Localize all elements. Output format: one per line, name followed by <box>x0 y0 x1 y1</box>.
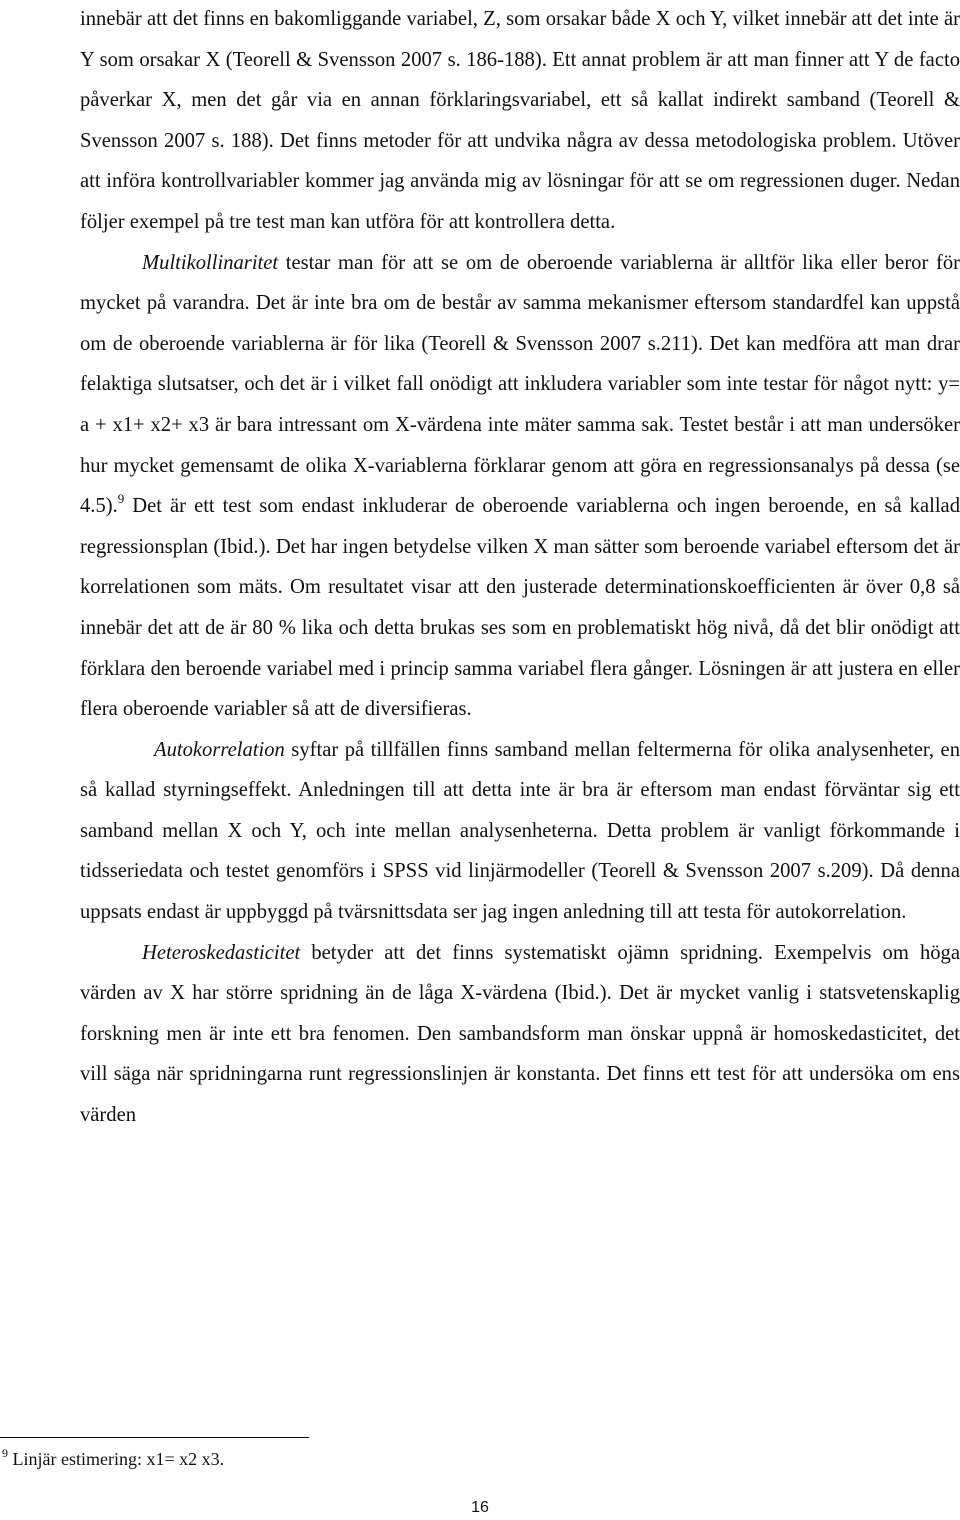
term-multikollinaritet: Multikollinaritet <box>142 251 279 274</box>
footnote-number: 9 <box>2 1446 8 1460</box>
footnote <box>2 1442 224 1476</box>
paragraph-2-text-a: testar man för att se om de oberoende variablerna är alltför lika eller beror för mycket på varandra. Det är inte bra om de består av samma mekanismer eftersom standardfel kan uppstå om de oberoende variablerna är för lika (Teorell & Svensson 2007 s.211). Det kan medföra att man drar felaktiga slutsatser, och det är i vilket fall onödigt att inkludera variabler som inte testar för något nytt: y= a + x1+ x2+ x3 är bara intressant om X-värdena inte mäter samma sak. Testet består i att man undersöker hur mycket gemensamt de olika X-variablerna förklarar genom att göra en regressionsanalys på dessa (se 4.5). <box>80 251 960 518</box>
footnote-divider <box>0 1437 309 1438</box>
paragraph-1 <box>80 0 960 243</box>
body-text <box>80 0 960 1136</box>
term-heteroskedasticitet: Heteroskedasticitet <box>142 941 301 964</box>
paragraph-4-text: betyder att det finns systematiskt ojämn spridning. Exempelvis om höga värden av X har större spridning än de låga X-värdena (Ibid.). Det är mycket vanlig i statsvetenskaplig forskning men är inte ett bra fenomen. Den sambandsform man önskar uppnå är homoskedasticitet, det vill säga när spridningarna runt regressionslinjen är konstanta. Det finns ett test för att undersöka om ens värden <box>80 941 960 1127</box>
paragraph-1-text: innebär att det finns en bakomliggande variabel, Z, som orsakar både X och Y, vilket innebär att det inte är Y som orsakar X (Teorell & Svensson 2007 s. 186-188). Ett annat problem är att man finner att Y de facto påverkar X, men det går via en annan förklaringsvariabel, ett så kallat indirekt samband (Teorell & Svensson 2007 s. 188). Det finns metoder för att undvika några av dessa metodologiska problem. Utöver att införa kontrollvariabler kommer jag använda mig av lösningar för att se om regressionen duger. Nedan följer exempel på tre test man kan utföra för att kontrollera detta. <box>80 8 960 233</box>
paragraph-autokorrelation <box>80 730 960 933</box>
footnote-text: Linjär estimering: x1= x2 x3. <box>8 1449 225 1469</box>
footnote-reference: 9 <box>117 491 125 507</box>
term-autokorrelation: Autokorrelation <box>154 738 285 761</box>
paragraph-3-text: syftar på tillfällen finns samband mellan feltermerna för olika analysenheter, en så kallad styrningseffekt. Anledningen till att detta inte är bra är eftersom man endast förväntar sig ett samband mellan X och Y, och inte mellan analysenheterna. Detta problem är vanligt förkommande i tidsseriedata och testet genomförs i SPSS vid linjärmodeller (Teorell & Svensson 2007 s.209). Då denna uppsats endast är uppbyggd på tvärsnittsdata ser jag ingen anledning till att testa för autokorrelation. <box>80 738 960 924</box>
paragraph-multikollinaritet <box>80 243 960 730</box>
page-number: 16 <box>471 1499 489 1516</box>
paragraph-2-text-b: Det är ett test som endast inkluderar de oberoende variablerna och ingen beroende, en så kallad regressionsplan (Ibid.). Det har ingen betydelse vilken X man sätter som beroende variabel eftersom det är korrelationen som mäts. Om resultatet visar att den justerade determinationskoefficienten är över 0,8 så innebär det att de är 80 % lika och detta brukas ses som en problematiskt hög nivå, då det blir onödigt att förklara den beroende variabel med i princip samma variabel flera gånger. Lösningen är att justera en eller flera oberoende variabler så att de diversifieras. <box>80 495 960 721</box>
paragraph-heteroskedasticitet <box>80 933 960 1136</box>
